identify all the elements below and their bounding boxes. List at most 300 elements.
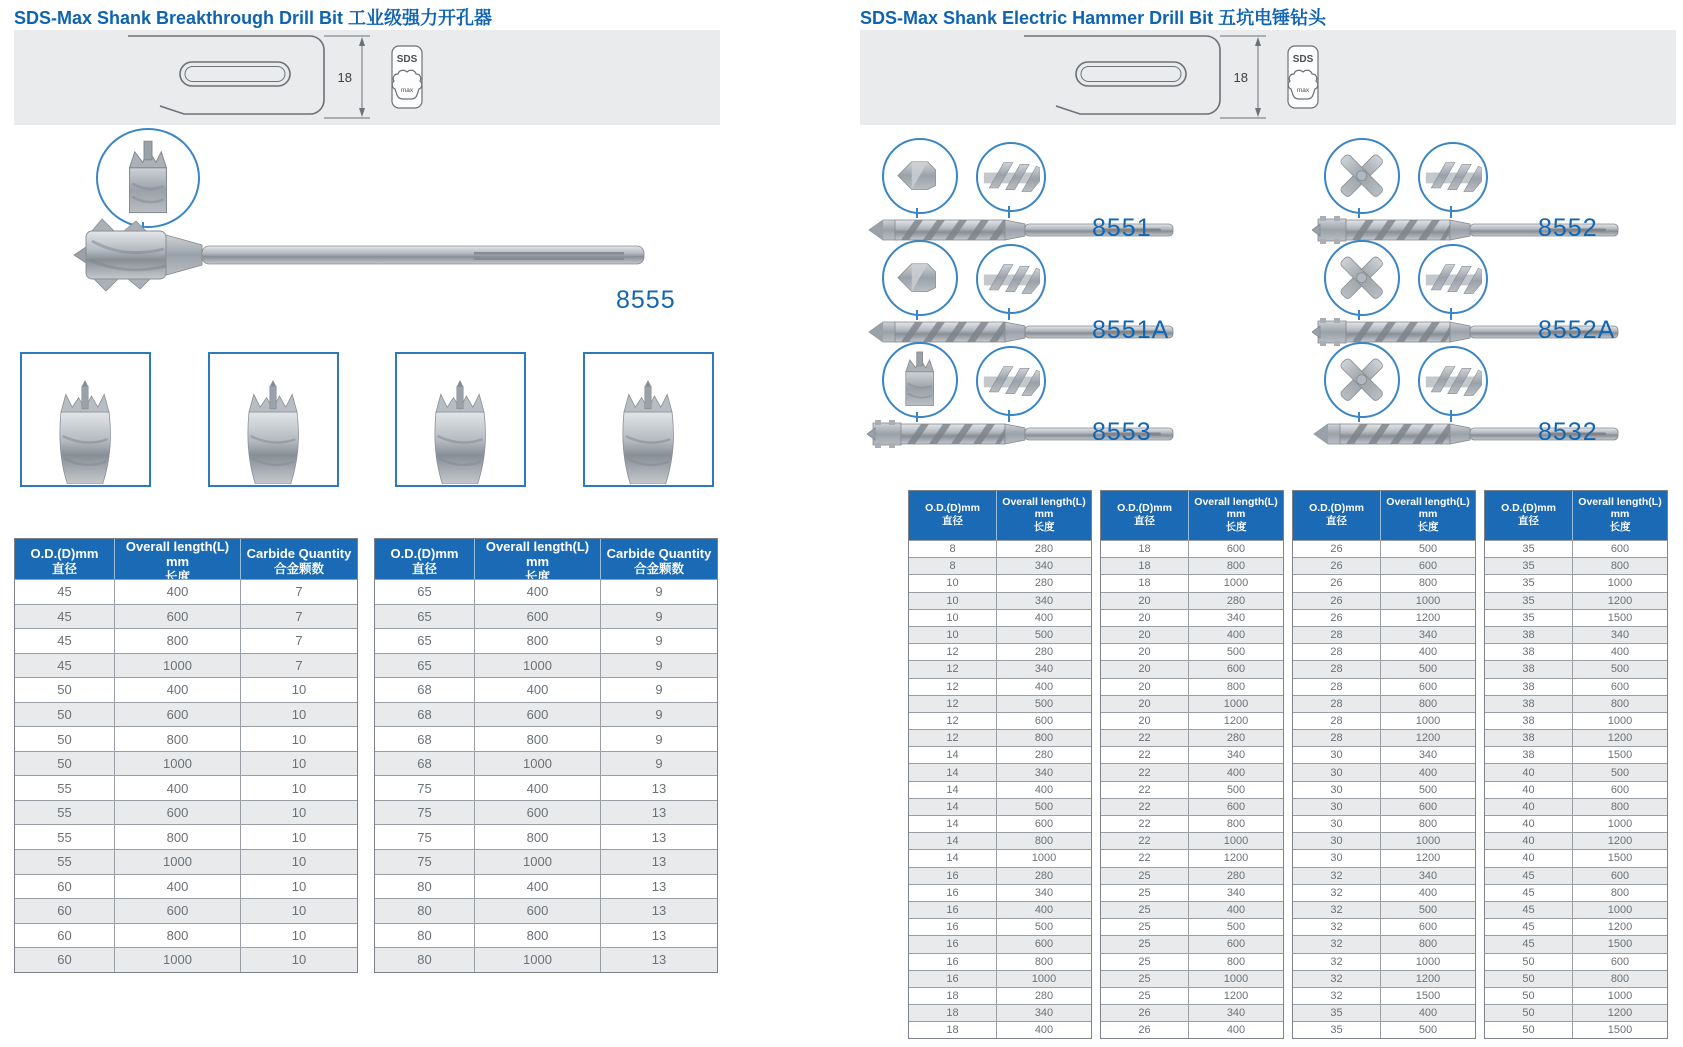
table-row xyxy=(15,653,357,678)
table-row xyxy=(1485,1021,1667,1038)
table-cell: 40 xyxy=(1485,815,1573,832)
table-cell: 500 xyxy=(1381,781,1475,798)
table-cell: 50 xyxy=(1485,1004,1573,1021)
table-row xyxy=(1485,918,1667,935)
table-cell: 45 xyxy=(15,628,115,653)
table-cell: 32 xyxy=(1293,987,1381,1004)
product-8552A xyxy=(1268,240,1672,344)
table-cell: 400 xyxy=(115,874,241,899)
table-cell: 12 xyxy=(909,729,997,746)
table-cell: 600 xyxy=(997,712,1091,729)
table-row xyxy=(1101,867,1283,884)
table-cell: 26 xyxy=(1293,592,1381,609)
table-cell: 600 xyxy=(115,898,241,923)
table-cell: 60 xyxy=(15,947,115,972)
table-cell: 600 xyxy=(115,800,241,825)
table-cell: 25 xyxy=(1101,918,1189,935)
table-cell: 14 xyxy=(909,781,997,798)
table-cell: 280 xyxy=(997,574,1091,591)
table-cell: 22 xyxy=(1101,729,1189,746)
table-cell: 340 xyxy=(997,1004,1091,1021)
table-row xyxy=(909,867,1091,884)
sds-max-badge-sublabel: max xyxy=(1296,87,1310,94)
table-cell: 800 xyxy=(1381,574,1475,591)
table-cell: 340 xyxy=(1573,626,1667,643)
table-cell: 38 xyxy=(1485,626,1573,643)
table-row xyxy=(375,849,717,874)
table-row xyxy=(1293,626,1475,643)
table-cell: 400 xyxy=(1381,643,1475,660)
table-cell: 340 xyxy=(1189,609,1283,626)
table-row xyxy=(15,775,357,800)
table-row xyxy=(1485,970,1667,987)
table-cell: 400 xyxy=(475,579,601,604)
table-cell: 600 xyxy=(475,604,601,629)
table-cell: 28 xyxy=(1293,678,1381,695)
table-row xyxy=(909,901,1091,918)
table-cell: 26 xyxy=(1293,574,1381,591)
table-cell: 55 xyxy=(15,824,115,849)
flute-detail-callout xyxy=(976,244,1046,314)
table-cell: 800 xyxy=(475,628,601,653)
table-cell: 14 xyxy=(909,832,997,849)
table-cell: 500 xyxy=(1189,643,1283,660)
drill-head-thumbnail-3 xyxy=(395,352,526,487)
table-row xyxy=(375,775,717,800)
table-cell: 20 xyxy=(1101,678,1189,695)
table-cell: 600 xyxy=(115,604,241,629)
table-cell: 1200 xyxy=(1381,729,1475,746)
table-cell: 280 xyxy=(997,540,1091,557)
table-cell: 1200 xyxy=(1189,987,1283,1004)
table-row xyxy=(1293,763,1475,780)
table-cell: 10 xyxy=(241,677,357,702)
table-cell: 500 xyxy=(1381,660,1475,677)
table-cell: 800 xyxy=(1189,953,1283,970)
table-cell: 13 xyxy=(601,824,717,849)
table-row xyxy=(1293,832,1475,849)
table-row xyxy=(1101,987,1283,1004)
table-cell: 35 xyxy=(1485,592,1573,609)
table-cell: 40 xyxy=(1485,849,1573,866)
cross-tip-detail-callout xyxy=(1324,342,1400,418)
table-header-row xyxy=(1101,491,1283,540)
table-cell: 75 xyxy=(375,824,475,849)
table-cell: 75 xyxy=(375,800,475,825)
table-cell: 1000 xyxy=(997,970,1091,987)
table-cell: 9 xyxy=(601,604,717,629)
table-cell: 80 xyxy=(375,947,475,972)
table-cell: 25 xyxy=(1101,884,1189,901)
table-row xyxy=(15,702,357,727)
table-cell: 50 xyxy=(15,726,115,751)
table-row xyxy=(15,947,357,972)
table-cell: 340 xyxy=(1189,884,1283,901)
table-cell: 18 xyxy=(909,987,997,1004)
table-cell: 65 xyxy=(375,604,475,629)
table-cell: 55 xyxy=(15,800,115,825)
shank-dimension-label: 18 xyxy=(337,70,352,85)
table-row xyxy=(1101,592,1283,609)
table-cell: 50 xyxy=(1485,987,1573,1004)
drill-head-thumbnail-1 xyxy=(20,352,151,487)
table-row xyxy=(1485,643,1667,660)
table-cell: 400 xyxy=(1189,626,1283,643)
table-cell: 13 xyxy=(601,898,717,923)
drill-head-thumbnail-2 xyxy=(208,352,339,487)
table-cell: 68 xyxy=(375,726,475,751)
table-row xyxy=(1293,746,1475,763)
column-header: Carbide Quantity 合金颗数 xyxy=(246,546,352,577)
table-cell: 400 xyxy=(1381,763,1475,780)
table-cell: 7 xyxy=(241,604,357,629)
table-row xyxy=(1485,1004,1667,1021)
table-row xyxy=(1101,815,1283,832)
table-cell: 12 xyxy=(909,643,997,660)
table-cell: 8 xyxy=(909,557,997,574)
table-cell: 45 xyxy=(1485,918,1573,935)
spec-table-18-26 xyxy=(1100,490,1284,1039)
table-row xyxy=(1101,712,1283,729)
table-cell: 9 xyxy=(601,653,717,678)
table-cell: 600 xyxy=(115,702,241,727)
table-cell: 280 xyxy=(1189,729,1283,746)
table-cell: 600 xyxy=(1381,678,1475,695)
table-cell: 32 xyxy=(1293,884,1381,901)
table-cell: 12 xyxy=(909,660,997,677)
table-row xyxy=(1485,746,1667,763)
table-cell: 1000 xyxy=(475,751,601,776)
table-cell: 800 xyxy=(997,953,1091,970)
table-cell: 16 xyxy=(909,884,997,901)
table-cell: 500 xyxy=(1381,1021,1475,1038)
shank-technical-drawing xyxy=(124,32,424,122)
table-cell: 40 xyxy=(1485,832,1573,849)
table-cell: 26 xyxy=(1293,540,1381,557)
table-row xyxy=(909,643,1091,660)
table-row xyxy=(1101,729,1283,746)
table-row xyxy=(1485,815,1667,832)
table-row xyxy=(1101,1004,1283,1021)
table-cell: 10 xyxy=(241,800,357,825)
table-cell: 26 xyxy=(1293,609,1381,626)
table-cell: 38 xyxy=(1485,643,1573,660)
table-cell: 340 xyxy=(997,763,1091,780)
table-cell: 1000 xyxy=(1573,574,1667,591)
table-cell: 10 xyxy=(241,898,357,923)
table-cell: 1000 xyxy=(475,849,601,874)
table-row xyxy=(909,574,1091,591)
table-cell: 45 xyxy=(15,653,115,678)
column-header: Carbide Quantity 合金颗数 xyxy=(606,546,712,577)
table-cell: 68 xyxy=(375,677,475,702)
table-cell: 30 xyxy=(1293,849,1381,866)
table-cell: 1000 xyxy=(1381,953,1475,970)
flute-detail-callout xyxy=(1418,142,1488,212)
table-cell: 600 xyxy=(1189,660,1283,677)
table-row xyxy=(375,824,717,849)
table-cell: 8 xyxy=(909,540,997,557)
table-row xyxy=(1485,540,1667,557)
table-row xyxy=(1101,695,1283,712)
table-cell: 1000 xyxy=(1381,712,1475,729)
table-cell: 14 xyxy=(909,798,997,815)
table-cell: 20 xyxy=(1101,609,1189,626)
table-cell: 400 xyxy=(1189,763,1283,780)
table-row xyxy=(1293,678,1475,695)
table-row xyxy=(909,815,1091,832)
table-row xyxy=(375,947,717,972)
table-row xyxy=(909,712,1091,729)
table-row xyxy=(15,726,357,751)
table-cell: 25 xyxy=(1101,935,1189,952)
product-gallery xyxy=(860,138,1676,484)
table-cell: 38 xyxy=(1485,695,1573,712)
table-cell: 80 xyxy=(375,898,475,923)
table-row xyxy=(1293,712,1475,729)
table-cell: 600 xyxy=(1381,918,1475,935)
table-cell: 800 xyxy=(997,729,1091,746)
table-cell: 35 xyxy=(1485,557,1573,574)
table-row xyxy=(1485,953,1667,970)
table-cell: 35 xyxy=(1293,1004,1381,1021)
product-code-8552: 8552 xyxy=(1538,214,1598,242)
section-title-right: SDS-Max Shank Electric Hammer Drill Bit 五坑电锤钻头 xyxy=(860,8,1327,28)
table-row xyxy=(1293,609,1475,626)
table-row xyxy=(1485,695,1667,712)
table-row xyxy=(1293,867,1475,884)
cross-tip-detail-callout xyxy=(1324,240,1400,316)
table-row xyxy=(909,746,1091,763)
table-row xyxy=(909,557,1091,574)
table-body xyxy=(375,579,717,972)
table-cell: 800 xyxy=(115,726,241,751)
table-cell: 45 xyxy=(1485,901,1573,918)
table-cell: 35 xyxy=(1293,1021,1381,1038)
table-cell: 14 xyxy=(909,849,997,866)
table-cell: 400 xyxy=(1381,884,1475,901)
table-row xyxy=(909,729,1091,746)
table-row xyxy=(375,898,717,923)
table-cell: 1500 xyxy=(1573,935,1667,952)
table-cell: 30 xyxy=(1293,781,1381,798)
head-detail-callout xyxy=(882,342,958,418)
table-cell: 600 xyxy=(997,935,1091,952)
table-row xyxy=(1485,867,1667,884)
table-cell: 1000 xyxy=(1189,970,1283,987)
table-cell: 400 xyxy=(115,677,241,702)
table-row xyxy=(1101,746,1283,763)
table-cell: 80 xyxy=(375,923,475,948)
table-row xyxy=(1293,540,1475,557)
sds-max-badge-label: SDS xyxy=(396,54,418,65)
table-cell: 50 xyxy=(15,751,115,776)
shank-diagram-band-right xyxy=(860,30,1676,125)
tip-detail-callout xyxy=(882,240,958,316)
table-cell: 13 xyxy=(601,923,717,948)
table-row xyxy=(1485,849,1667,866)
table-row xyxy=(1485,678,1667,695)
table-row xyxy=(1101,660,1283,677)
table-row xyxy=(909,798,1091,815)
table-row xyxy=(909,609,1091,626)
table-cell: 1000 xyxy=(1189,832,1283,849)
table-row xyxy=(1293,884,1475,901)
table-cell: 1200 xyxy=(1573,832,1667,849)
table-cell: 16 xyxy=(909,901,997,918)
flute-detail-callout xyxy=(1418,346,1488,416)
table-cell: 400 xyxy=(997,901,1091,918)
table-cell: 340 xyxy=(1381,746,1475,763)
table-cell: 400 xyxy=(1189,901,1283,918)
table-cell: 800 xyxy=(1189,815,1283,832)
product-8551 xyxy=(866,138,1246,242)
table-row xyxy=(1293,918,1475,935)
flute-detail-callout xyxy=(1418,244,1488,314)
table-row xyxy=(909,695,1091,712)
column-header: O.D.(D)mm 直径 xyxy=(909,491,997,540)
table-cell: 28 xyxy=(1293,626,1381,643)
table-row xyxy=(1101,574,1283,591)
tip-detail-callout xyxy=(882,138,958,214)
table-cell: 500 xyxy=(997,695,1091,712)
table-row xyxy=(375,726,717,751)
table-cell: 340 xyxy=(1381,626,1475,643)
table-cell: 1200 xyxy=(1189,712,1283,729)
table-cell: 65 xyxy=(375,653,475,678)
table-row xyxy=(909,540,1091,557)
table-cell: 13 xyxy=(601,775,717,800)
table-cell: 1200 xyxy=(1189,849,1283,866)
table-cell: 400 xyxy=(997,609,1091,626)
table-row xyxy=(1101,678,1283,695)
table-cell: 1000 xyxy=(475,947,601,972)
table-cell: 45 xyxy=(1485,867,1573,884)
table-row xyxy=(375,923,717,948)
table-cell: 45 xyxy=(15,604,115,629)
table-cell: 18 xyxy=(1101,540,1189,557)
table-row xyxy=(1485,832,1667,849)
table-row xyxy=(909,953,1091,970)
column-header: Overall length(L) mm 长度 xyxy=(1002,496,1086,533)
table-cell: 60 xyxy=(15,898,115,923)
table-row xyxy=(375,874,717,899)
table-cell: 1000 xyxy=(115,653,241,678)
table-cell: 600 xyxy=(1189,935,1283,952)
table-cell: 60 xyxy=(15,923,115,948)
table-row xyxy=(375,604,717,629)
spec-table-8-18 xyxy=(908,490,1092,1039)
table-cell: 65 xyxy=(375,579,475,604)
table-cell: 400 xyxy=(997,781,1091,798)
table-cell: 400 xyxy=(475,874,601,899)
table-cell: 26 xyxy=(1101,1021,1189,1038)
table-row xyxy=(1101,609,1283,626)
table-cell: 1500 xyxy=(1573,609,1667,626)
table-row xyxy=(15,874,357,899)
table-cell: 9 xyxy=(601,628,717,653)
table-row xyxy=(1293,643,1475,660)
table-cell: 25 xyxy=(1101,987,1189,1004)
table-cell: 1000 xyxy=(1573,901,1667,918)
column-header: O.D.(D)mm 直径 xyxy=(15,539,115,586)
table-cell: 16 xyxy=(909,918,997,935)
table-cell: 9 xyxy=(601,702,717,727)
table-cell: 600 xyxy=(1381,557,1475,574)
sds-max-badge-label: SDS xyxy=(1292,54,1314,65)
shank-technical-drawing xyxy=(1020,32,1320,122)
table-cell: 800 xyxy=(475,726,601,751)
table-cell: 500 xyxy=(1189,918,1283,935)
product-8552 xyxy=(1268,138,1672,242)
table-cell: 45 xyxy=(1485,884,1573,901)
table-row xyxy=(1485,798,1667,815)
table-cell: 14 xyxy=(909,746,997,763)
table-cell: 280 xyxy=(997,746,1091,763)
breakthrough-drill-bit-section xyxy=(14,0,720,1047)
table-row xyxy=(909,626,1091,643)
table-row xyxy=(909,849,1091,866)
table-row xyxy=(1485,935,1667,952)
table-cell: 20 xyxy=(1101,643,1189,660)
table-row xyxy=(1485,557,1667,574)
product-code-8551A: 8551A xyxy=(1092,316,1170,344)
table-row xyxy=(15,923,357,948)
table-cell: 1500 xyxy=(1381,987,1475,1004)
table-cell: 38 xyxy=(1485,712,1573,729)
table-cell: 600 xyxy=(1573,540,1667,557)
spec-table-65-80 xyxy=(374,538,718,973)
table-cell: 1000 xyxy=(475,653,601,678)
table-cell: 32 xyxy=(1293,953,1381,970)
table-cell: 1200 xyxy=(1573,592,1667,609)
table-cell: 16 xyxy=(909,970,997,987)
table-row xyxy=(15,824,357,849)
table-cell: 30 xyxy=(1293,763,1381,780)
table-cell: 1000 xyxy=(1573,987,1667,1004)
table-cell: 65 xyxy=(375,628,475,653)
table-cell: 22 xyxy=(1101,832,1189,849)
table-row xyxy=(1293,1004,1475,1021)
table-cell: 800 xyxy=(115,628,241,653)
table-row xyxy=(1293,901,1475,918)
table-row xyxy=(15,604,357,629)
table-cell: 16 xyxy=(909,867,997,884)
table-row xyxy=(1101,832,1283,849)
table-cell: 22 xyxy=(1101,798,1189,815)
table-cell: 20 xyxy=(1101,660,1189,677)
table-cell: 28 xyxy=(1293,729,1381,746)
product-8553 xyxy=(866,342,1246,446)
table-cell: 18 xyxy=(909,1021,997,1038)
table-cell: 1000 xyxy=(115,849,241,874)
table-cell: 25 xyxy=(1101,970,1189,987)
table-cell: 7 xyxy=(241,628,357,653)
table-cell: 10 xyxy=(909,626,997,643)
table-cell: 12 xyxy=(909,695,997,712)
table-cell: 35 xyxy=(1485,609,1573,626)
table-cell: 800 xyxy=(1189,678,1283,695)
product-8551A xyxy=(866,240,1246,344)
table-row xyxy=(15,751,357,776)
table-row xyxy=(1101,901,1283,918)
table-cell: 38 xyxy=(1485,660,1573,677)
table-cell: 500 xyxy=(1381,540,1475,557)
table-row xyxy=(1485,884,1667,901)
table-cell: 600 xyxy=(475,702,601,727)
table-row xyxy=(1293,987,1475,1004)
table-row xyxy=(1101,540,1283,557)
